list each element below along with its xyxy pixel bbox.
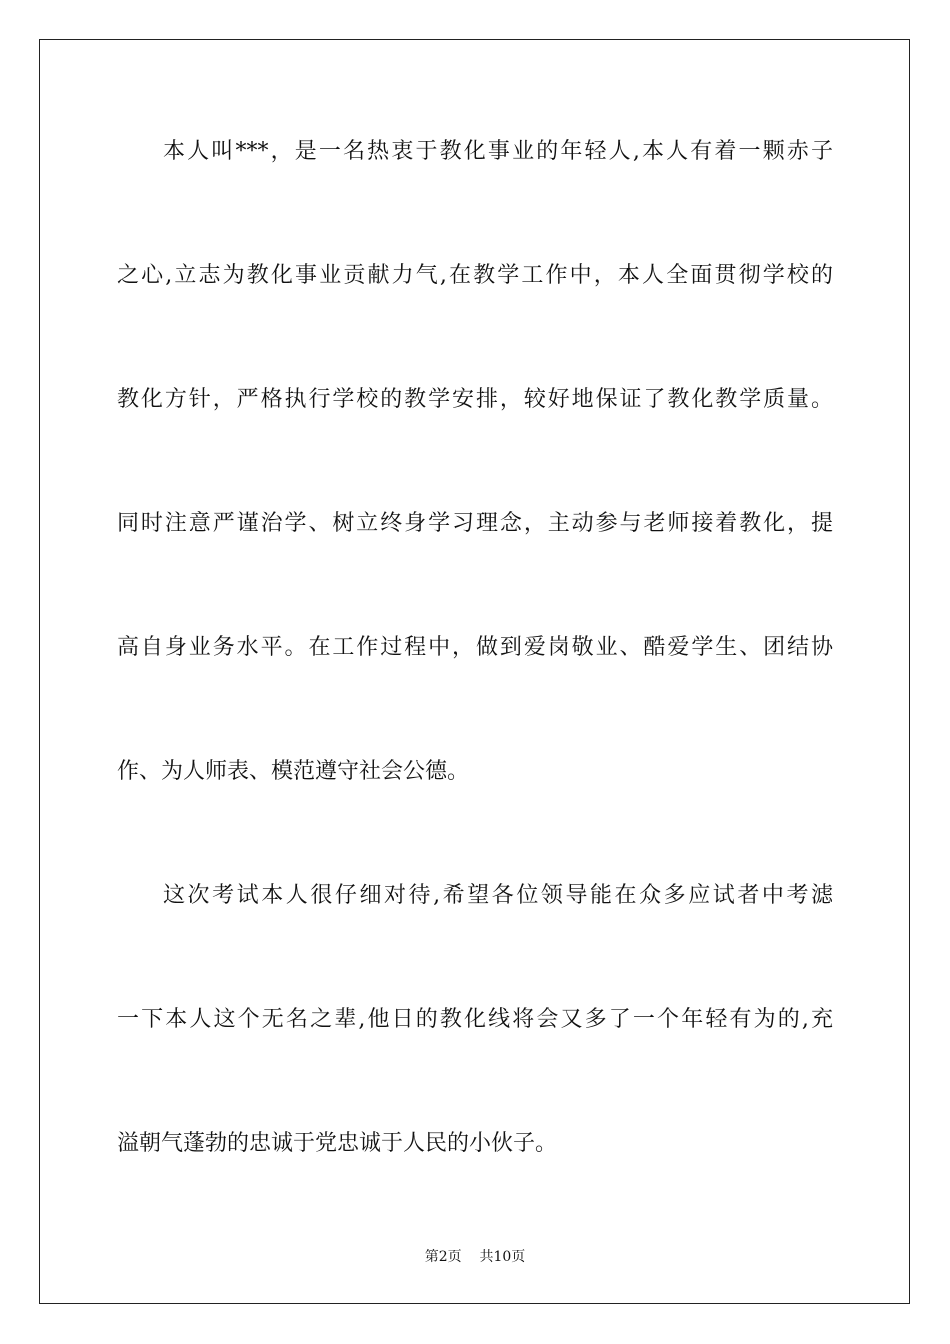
page-number: 第2页 bbox=[424, 1249, 462, 1265]
paragraph-2-line-3: 溢朝气蓬勃的忠诚于党忠诚于人民的小伙子。 bbox=[117, 1131, 558, 1156]
page-border bbox=[39, 39, 910, 1304]
paragraph-1-line-2: 之心,立志为教化事业贡献力气,在教学工作中，本人全面贯彻学校的 bbox=[117, 263, 833, 288]
paragraph-2-line-2: 一下本人这个无名之辈,他日的教化线将会又多了一个年轻有为的,充 bbox=[117, 1007, 833, 1032]
paragraph-2-line-1: 这次考试本人很仔细对待,希望各位领导能在众多应试者中考滤 bbox=[163, 883, 833, 908]
paragraph-1-line-5: 高自身业务水平。在工作过程中，做到爱岗敬业、酷爱学生、团结协 bbox=[117, 635, 833, 660]
paragraph-1-line-3: 教化方针，严格执行学校的教学安排，较好地保证了教化教学质量。 bbox=[117, 387, 833, 412]
paragraph-1-line-6: 作、为人师表、模范遵守社会公德。 bbox=[117, 759, 470, 784]
page-total: 共10页 bbox=[479, 1249, 526, 1265]
paragraph-1-line-4: 同时注意严谨治学、树立终身学习理念，主动参与老师接着教化，提 bbox=[117, 511, 833, 536]
page-footer bbox=[0, 1247, 950, 1267]
paragraph-1-line-1: 本人叫***，是一名热衷于教化事业的年轻人,本人有着一颗赤子 bbox=[163, 139, 833, 164]
